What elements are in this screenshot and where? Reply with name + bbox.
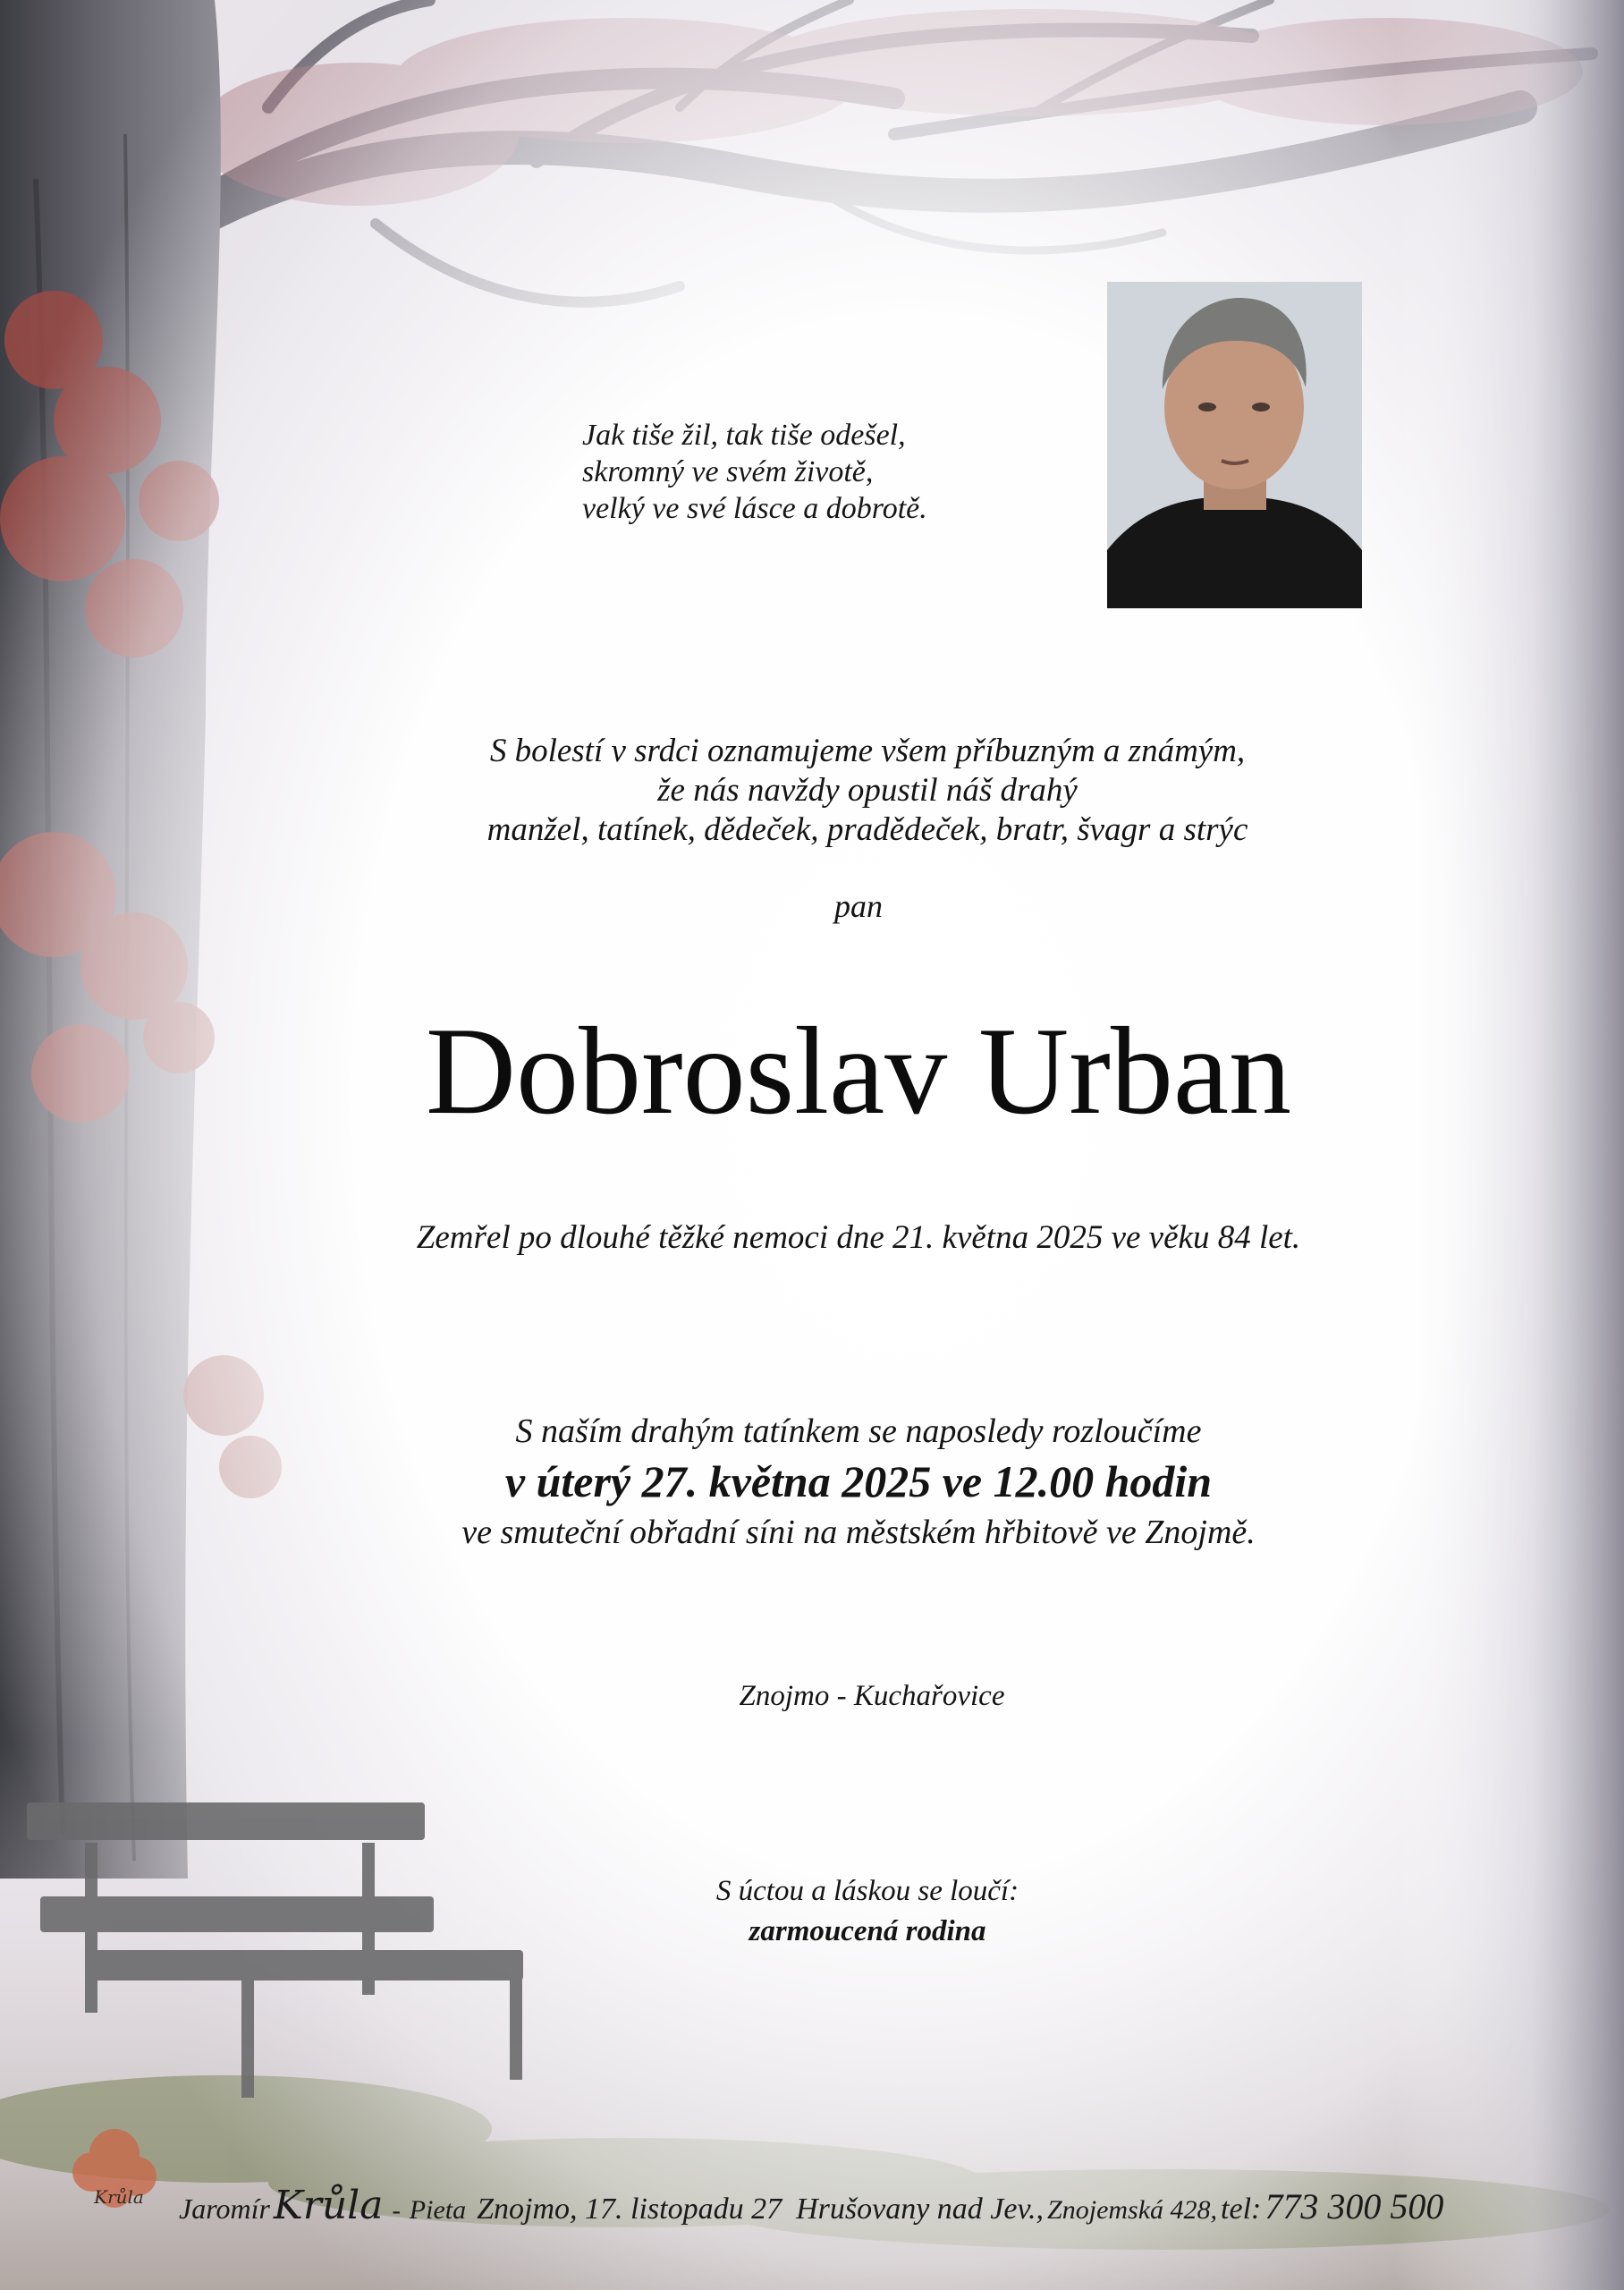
death-note: Zemřel po dlouhé těžké nemoci dne 21. května 2025 ve věku 84 let.: [416, 1219, 1301, 1256]
signoff-intro: S úctou a láskou se loučí:: [715, 1875, 1019, 1907]
quote-line: skromný ve svém životě,: [582, 455, 874, 488]
footer-separator: -: [392, 2197, 401, 2225]
funeral-details: [322, 1409, 1395, 1556]
quote-line: Jak tiše žil, tak tiše odešel,: [582, 419, 906, 452]
footer-address-1: Znojmo, 17. listopadu 27: [477, 2192, 782, 2226]
quote-line: velký ve své lásce a dobrotě.: [582, 492, 927, 525]
footer-pieta: Pieta: [409, 2195, 467, 2225]
announcement-line: manžel, tatínek, dědeček, pradědeček, bratr, švagr a strýc: [486, 811, 1248, 848]
footer-phone: 773 300 500: [1265, 2186, 1444, 2226]
announcement-line: S bolestí v srdci oznamujeme všem příbuzným a známým,: [489, 733, 1246, 769]
announcement-line: že nás navždy opustil náš drahý: [657, 772, 1078, 809]
deceased-name: Dobroslav Urban: [425, 1002, 1292, 1141]
footer-address-2-street: Znojemská 428,: [1047, 2195, 1218, 2225]
footer-address-2-town: Hrušovany nad Jev.,: [796, 2192, 1045, 2226]
announcement: [420, 732, 1315, 850]
funeral-location: ve smuteční obřadní síni na městském hřbitově ve Znojmě.: [461, 1514, 1256, 1551]
signoff-family: zarmoucená rodina: [749, 1915, 986, 1947]
residence-place: Znojmo - Kuchařovice: [739, 1680, 1005, 1712]
funeral-service-logo: [52, 2100, 186, 2235]
funeral-service-footer: [179, 2183, 1574, 2227]
footer-first-name: Jaromír: [179, 2192, 270, 2225]
title-prefix: pan: [834, 888, 883, 924]
portrait-photo: [1107, 282, 1362, 608]
farewell-intro: S naším drahým tatínkem se naposledy rozloučíme: [515, 1412, 1202, 1450]
signoff: [590, 1871, 1145, 1952]
footer-tel-label: tel:: [1221, 2192, 1262, 2226]
logo-text: Krůla: [94, 2186, 144, 2208]
funeral-date-time: v úterý 27. května 2025 ve 12.00 hodin: [504, 1456, 1213, 1506]
footer-last-name: Krůla: [273, 2183, 384, 2228]
memorial-quote: [582, 417, 927, 527]
